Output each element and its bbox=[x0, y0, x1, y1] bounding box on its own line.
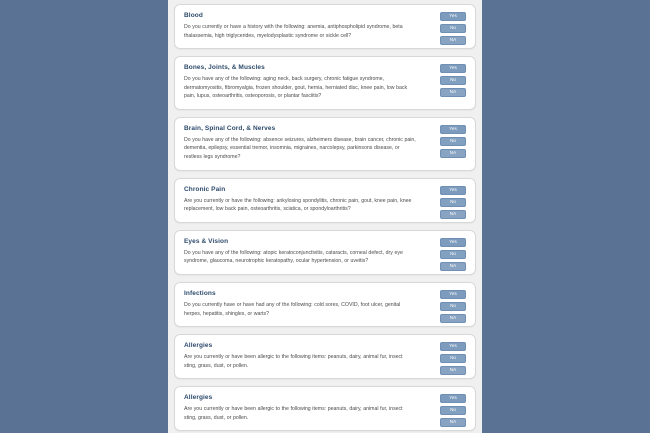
card-question: Do you have any of the following: aging neck, back surgery, chronic fatigue syndrome, dermatomyositis, fibromyalgia, frozen shoulder, gout, hernia, herniated disc, knee pain, low back pain, lupus, osteoarthritis, osteoporosis, or plantar fasciitis? bbox=[184, 76, 408, 100]
option-yes[interactable]: Yes bbox=[440, 394, 466, 403]
option-yes[interactable]: Yes bbox=[440, 12, 466, 21]
option-na[interactable]: NA bbox=[440, 418, 466, 427]
answer-options bbox=[440, 186, 466, 219]
option-no[interactable]: No bbox=[440, 24, 466, 33]
card-title: Allergies bbox=[184, 342, 213, 350]
option-na[interactable]: NA bbox=[440, 262, 466, 271]
questionnaire-column bbox=[168, 0, 482, 433]
answer-options bbox=[440, 290, 466, 323]
answer-options bbox=[440, 125, 466, 158]
card-question: Are you currently or have been allergic to the following items: peanuts, dairy, animal fur, insect sting, grass, dust, or pollen. bbox=[184, 354, 403, 369]
option-yes[interactable]: Yes bbox=[440, 342, 466, 351]
card-question: Are you currently or have been allergic to the following items: peanuts, dairy, animal fur, insect sting, grass, dust, or pollen. bbox=[184, 406, 403, 421]
question-card bbox=[174, 117, 476, 171]
option-no[interactable]: No bbox=[440, 354, 466, 363]
answer-options bbox=[440, 64, 466, 97]
option-yes[interactable]: Yes bbox=[440, 238, 466, 247]
answer-options bbox=[440, 12, 466, 45]
option-no[interactable]: No bbox=[440, 302, 466, 311]
question-card bbox=[174, 282, 476, 327]
card-title: Blood bbox=[184, 12, 203, 19]
option-yes[interactable]: Yes bbox=[440, 290, 466, 299]
card-title: Chronic Pain bbox=[184, 185, 226, 193]
option-na[interactable]: NA bbox=[440, 366, 466, 375]
card-question: Do you currently have or have had any of the following: cold sores, COVID, foot ulcer, genital herpes, hepatitis, shingles, or warts? bbox=[184, 301, 401, 317]
question-card bbox=[174, 230, 476, 275]
option-na[interactable]: NA bbox=[440, 36, 466, 45]
option-no[interactable]: No bbox=[440, 76, 466, 85]
option-yes[interactable]: Yes bbox=[440, 64, 466, 73]
card-title: Infections bbox=[184, 289, 216, 297]
option-no[interactable]: No bbox=[440, 250, 466, 259]
card-question: Do you have any of the following: atopic keratoconjunctivitis, cataracts, corneal defect, dry eye syndrome, glaucoma, neurotrophic keratopathy, ocular hypertension, or uveitis? bbox=[184, 249, 403, 265]
question-card bbox=[174, 386, 476, 431]
option-no[interactable]: No bbox=[440, 406, 466, 415]
option-yes[interactable]: Yes bbox=[440, 125, 466, 134]
card-title: Bones, Joints, & Muscles bbox=[184, 64, 265, 72]
option-na[interactable]: NA bbox=[440, 314, 466, 323]
question-card bbox=[174, 4, 476, 49]
option-na[interactable]: NA bbox=[440, 88, 466, 97]
card-title: Eyes & Vision bbox=[184, 237, 229, 245]
question-card bbox=[174, 178, 476, 223]
card-title: Allergies bbox=[184, 394, 213, 402]
question-card bbox=[174, 334, 476, 379]
card-question: Are you currently or have the following: ankylosing spondylitis, chronic pain, gout, knee pain, knee replacement, low back pain, osteoarthritis, sciatica, or spondyloarthritis? bbox=[184, 197, 412, 213]
card-question: Do you currently or have a history with the following: anemia, antiphospholipid syndrome, beta thalassemia, high triglycerides, myelodysplastic syndrome or sickle cell? bbox=[184, 24, 403, 39]
card-question: Do you have any of the following: absence seizures, alzheimers disease, brain cancer, chronic pain, dementia, epilepsy, essential tremor, insomnia, migraines, narcolepsy, parkinsons disease, or restless legs syndrome? bbox=[184, 136, 416, 161]
answer-options bbox=[440, 394, 466, 427]
option-no[interactable]: No bbox=[440, 137, 466, 146]
question-card bbox=[174, 56, 476, 110]
answer-options bbox=[440, 342, 466, 375]
answer-options bbox=[440, 238, 466, 271]
option-no[interactable]: No bbox=[440, 198, 466, 207]
option-na[interactable]: NA bbox=[440, 210, 466, 219]
option-na[interactable]: NA bbox=[440, 149, 466, 158]
option-yes[interactable]: Yes bbox=[440, 186, 466, 195]
card-title: Brain, Spinal Cord, & Nerves bbox=[184, 124, 276, 132]
